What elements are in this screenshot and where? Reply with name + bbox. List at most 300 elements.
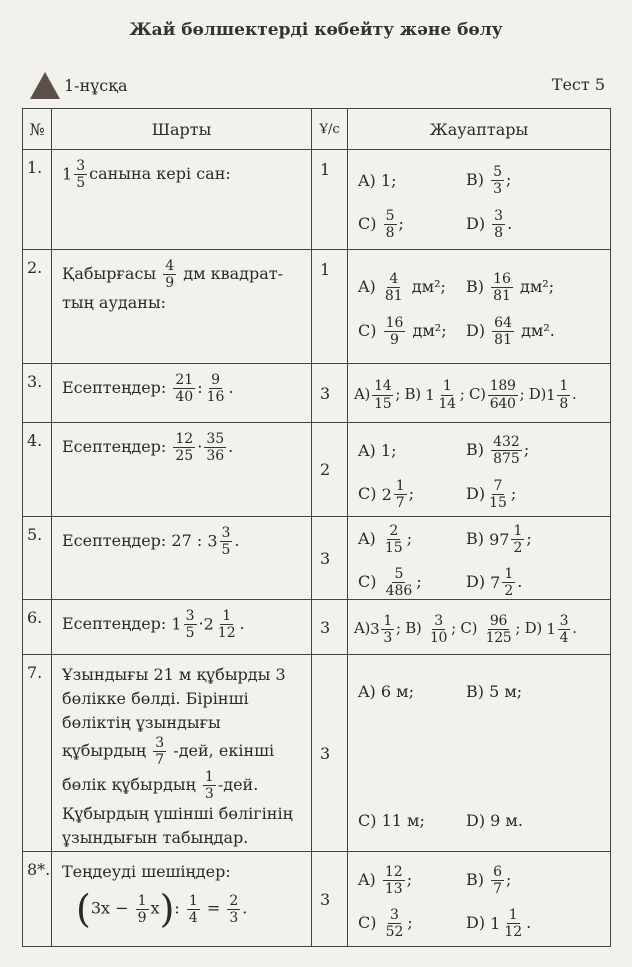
whole-part: 3: [370, 620, 380, 639]
denominator: 3: [229, 909, 239, 926]
fraction: [384, 208, 397, 241]
numerator: 2: [389, 523, 399, 539]
header-num: №: [23, 109, 52, 150]
fraction: [383, 271, 405, 304]
fraction: [381, 613, 394, 646]
question-number: 1.: [23, 150, 52, 250]
denominator: 9: [390, 331, 399, 348]
numerator: 16: [385, 314, 404, 331]
numerator: 5: [394, 566, 404, 583]
parenthesis: ): [159, 887, 175, 932]
denominator: 5: [76, 175, 86, 192]
fraction: [163, 258, 176, 291]
denominator: 640: [489, 395, 516, 412]
table-row: [23, 600, 611, 655]
fraction: [502, 907, 524, 940]
table-row: [23, 364, 611, 423]
denominator: 5: [221, 542, 231, 559]
table-row: [23, 517, 611, 600]
text: ·: [197, 437, 203, 457]
text: -дей. Құбырдың үшінші бөлігінің ұзындығын табыңдар.: [62, 774, 293, 847]
answer-option-A[interactable]: [354, 378, 405, 412]
denominator: 875: [493, 451, 520, 468]
text: Есептеңдер:: [62, 614, 172, 634]
numerator: 3: [155, 735, 165, 752]
denominator: 5: [185, 625, 195, 642]
answer-option-D[interactable]: [466, 566, 610, 599]
text: B) 5 м;: [466, 682, 523, 702]
question-points: 3: [312, 517, 348, 600]
question-points: 3: [312, 600, 348, 655]
test-number: Тест 5: [551, 75, 605, 94]
answer-option-B[interactable]: [405, 612, 461, 646]
numerator: 3: [221, 525, 231, 541]
question-number: 5.: [23, 517, 52, 600]
text: ;: [406, 529, 413, 549]
fraction: [216, 608, 238, 641]
answer-option-A[interactable]: [354, 612, 406, 646]
fraction: [488, 378, 518, 411]
numerator: 1: [188, 892, 198, 909]
fraction: [487, 478, 509, 511]
text: .: [239, 614, 245, 634]
answers-list: [358, 434, 610, 510]
text: Теңдеуді шешіңдер:: [62, 862, 231, 882]
denominator: 4: [559, 629, 569, 646]
answer-option-D[interactable]: [466, 907, 610, 940]
numerator: 1: [204, 768, 214, 785]
answer-options: [348, 250, 611, 364]
text: B): [404, 385, 426, 403]
answers-list: [358, 523, 610, 599]
variant-text: 1-нұсқа: [64, 76, 128, 95]
numerator: 5: [385, 207, 395, 224]
question-condition: [52, 364, 312, 423]
answer-option-C[interactable]: [358, 566, 466, 599]
question-points: 3: [312, 364, 348, 423]
numerator: 96: [489, 612, 508, 629]
fraction: [428, 613, 449, 646]
whole-part: 1: [62, 164, 73, 184]
header-answers: Жауаптары: [348, 109, 611, 150]
answer-option-A[interactable]: [358, 441, 466, 460]
answer-option-A[interactable]: [358, 171, 466, 190]
answer-option-A[interactable]: [358, 864, 466, 897]
text: ;: [408, 483, 415, 503]
text: ;: [519, 385, 529, 403]
text: .: [526, 913, 532, 933]
question-condition: [52, 150, 312, 250]
denominator: 125: [485, 629, 512, 646]
question-number: 2.: [23, 250, 52, 364]
fraction: [187, 893, 200, 926]
page-title: Жай бөлшектерді көбейту және бөлу: [129, 20, 503, 40]
text: :: [197, 378, 203, 398]
fraction: [173, 372, 195, 405]
text: C): [358, 213, 382, 233]
numerator: 9: [211, 372, 220, 388]
numerator: 3: [390, 907, 399, 924]
numerator: 432: [493, 434, 520, 451]
question-condition: [52, 250, 312, 364]
answer-options: [348, 150, 611, 250]
text: C): [358, 483, 382, 503]
answer-option-C[interactable]: [358, 208, 466, 241]
numerator: 4: [165, 258, 175, 274]
answers-list: [358, 682, 610, 830]
answer-option-A[interactable]: [358, 523, 466, 556]
question-condition: [52, 655, 312, 852]
numerator: 5: [493, 164, 503, 181]
text: D): [524, 619, 547, 638]
fraction: [203, 769, 216, 802]
answer-option-C[interactable]: [358, 315, 466, 348]
text: B): [466, 870, 490, 890]
fraction: [227, 893, 240, 926]
fraction: [220, 525, 233, 558]
denominator: 14: [438, 395, 456, 412]
parenthesis: (: [76, 887, 91, 932]
denominator: 3: [383, 629, 392, 646]
numerator: 6: [493, 864, 503, 881]
answers-list: [354, 378, 610, 411]
fraction: [492, 315, 514, 348]
table-row: [23, 250, 611, 364]
answer-option-C[interactable]: [460, 612, 525, 646]
text: .: [228, 378, 234, 398]
denominator: 40: [175, 389, 194, 406]
question-number: 7.: [23, 655, 52, 852]
denominator: 8: [559, 395, 568, 412]
table-header: [23, 109, 611, 150]
numerator: 1: [508, 907, 518, 924]
text: .: [517, 572, 523, 592]
question-points: 3: [312, 655, 348, 852]
text: ;: [416, 572, 422, 592]
text: A): [358, 277, 381, 297]
denominator: 2: [504, 583, 514, 600]
answer-option-D[interactable]: [528, 378, 577, 412]
table-row: [23, 655, 611, 852]
equation: [76, 887, 305, 932]
fraction: [205, 372, 227, 405]
text: :: [174, 898, 185, 918]
numerator: 3: [559, 612, 569, 629]
fraction: [372, 378, 393, 411]
whole-part: 2: [203, 614, 214, 634]
whole-part: 2: [381, 484, 392, 504]
answer-option-B[interactable]: [466, 523, 610, 556]
denominator: 81: [384, 288, 403, 305]
answer-option-A[interactable]: [358, 682, 466, 701]
answer-options: [348, 600, 611, 655]
numerator: 2: [229, 892, 239, 909]
text: ;: [451, 619, 461, 638]
numerator: 64: [494, 314, 512, 331]
numerator: 7: [493, 477, 503, 494]
denominator: 7: [155, 752, 165, 769]
text: B): [466, 170, 490, 190]
numerator: 14: [374, 378, 392, 395]
text: .: [234, 531, 240, 551]
question-condition: [52, 852, 312, 947]
text: Есептеңдер:: [62, 437, 172, 457]
denominator: 15: [384, 540, 403, 557]
table-row: [23, 852, 611, 947]
fraction: [204, 431, 226, 464]
denominator: 8: [385, 224, 395, 241]
denominator: 15: [374, 395, 392, 412]
answers-list: [358, 864, 610, 940]
answer-option-A[interactable]: [358, 271, 466, 304]
numerator: 1: [137, 892, 147, 909]
table-row: [23, 150, 611, 250]
text: C): [358, 320, 382, 340]
text: ;: [459, 385, 469, 403]
text: ;: [506, 170, 512, 190]
denominator: 4: [188, 909, 198, 926]
text: 3x −: [90, 898, 134, 918]
denominator: 7: [395, 494, 405, 511]
question-number: 3.: [23, 364, 52, 423]
text: A): [358, 870, 381, 890]
text: D) 9 м.: [466, 811, 523, 831]
numerator: 1: [559, 378, 568, 395]
denominator: 25: [175, 448, 194, 465]
text: дм²;: [514, 277, 555, 297]
question-condition: [52, 600, 312, 655]
denominator: 9: [137, 909, 147, 926]
denominator: 9: [165, 275, 175, 292]
numerator: 3: [434, 612, 443, 629]
text: C): [469, 385, 486, 403]
text: санына кері сан:: [89, 164, 231, 184]
text: дм².: [515, 320, 555, 340]
denominator: 81: [494, 331, 512, 348]
text: Қабырғасы: [62, 264, 162, 284]
fraction: [511, 523, 524, 556]
question-points: 3: [312, 852, 348, 947]
fraction: [558, 613, 571, 646]
text: Ұзындығы 21 м құбырды 3 бөлікке бөлді. Бірінші бөліктің ұзындығы құбырдың: [62, 665, 286, 761]
header-points: Ұ/с: [312, 109, 348, 150]
question-number: 4.: [23, 423, 52, 517]
variant-label: [30, 72, 127, 99]
text: D): [466, 320, 491, 340]
text: дм²;: [407, 320, 447, 340]
text: ;: [526, 529, 532, 549]
fraction: [491, 164, 504, 197]
answer-option-C[interactable]: [358, 811, 466, 830]
denominator: 2: [513, 540, 523, 557]
fraction: [491, 434, 522, 467]
text: A): [358, 529, 381, 549]
text: .: [572, 619, 577, 638]
answer-option-B[interactable]: [466, 271, 610, 304]
text: дм²;: [406, 277, 446, 297]
question-points: 1: [312, 250, 348, 364]
text: ·: [198, 614, 204, 634]
answers-list: [358, 271, 610, 347]
fraction: [383, 864, 405, 897]
numerator: 3: [494, 207, 504, 224]
answer-option-D[interactable]: [466, 478, 610, 511]
denominator: 12: [217, 625, 236, 642]
text: A): [354, 385, 371, 403]
text: D): [528, 385, 547, 403]
question-points: 2: [312, 423, 348, 517]
numerator: 1: [442, 378, 452, 395]
denominator: 12: [504, 924, 523, 941]
answer-option-D[interactable]: [466, 315, 610, 348]
text: B): [466, 440, 490, 460]
text: A): [354, 619, 371, 638]
numerator: 1: [513, 523, 523, 539]
text: B): [466, 277, 490, 297]
answers-list: [354, 613, 610, 646]
text: ;: [506, 870, 512, 890]
header-conditions: Шарты: [52, 109, 312, 150]
denominator: 7: [493, 881, 503, 898]
answer-options: [348, 517, 611, 600]
denominator: 52: [385, 924, 404, 941]
fraction: [173, 431, 195, 464]
answer-option-D[interactable]: [466, 811, 610, 830]
numerator: 189: [489, 378, 516, 395]
denominator: 486: [385, 583, 413, 600]
text: ;: [510, 483, 517, 503]
answer-options: [348, 655, 611, 852]
denominator: 10: [429, 629, 448, 646]
fraction: [384, 907, 406, 940]
answer-option-B[interactable]: [466, 164, 610, 197]
whole-part: 1: [546, 386, 556, 404]
answer-option-B[interactable]: [466, 864, 610, 897]
text: Есептеңдер: 27 :: [62, 531, 208, 551]
text: C): [460, 619, 482, 638]
fraction: [492, 208, 505, 241]
answer-options: [348, 423, 611, 517]
denominator: 16: [206, 389, 225, 406]
numerator: 1: [395, 477, 405, 494]
text: .: [571, 385, 577, 403]
question-number: 8*.: [23, 852, 52, 947]
text: .: [507, 213, 513, 233]
answer-option-D[interactable]: [466, 208, 610, 241]
numerator: 1: [383, 612, 392, 629]
text: D): [466, 572, 491, 592]
fraction: [484, 613, 514, 646]
question-condition: [52, 517, 312, 600]
denominator: 3: [204, 785, 214, 802]
answer-option-B[interactable]: [404, 378, 469, 412]
text: .: [228, 437, 234, 457]
text: A) 1;: [358, 171, 397, 191]
fraction: [136, 893, 149, 926]
fraction: [383, 523, 405, 556]
numerator: 21: [175, 372, 194, 388]
text: D): [466, 913, 491, 933]
fraction: [557, 378, 570, 411]
text: ;: [407, 913, 413, 933]
whole-part: 1: [546, 620, 556, 639]
text: C) 11 м;: [358, 811, 425, 831]
whole-part: 7: [490, 573, 501, 593]
text: C): [358, 913, 382, 933]
fraction: [437, 378, 458, 411]
text: -дей, екінші бөлік құбырдың: [62, 741, 275, 794]
text: дм квадрат-тың ауданы:: [62, 264, 284, 313]
denominator: 36: [206, 448, 225, 465]
numerator: 1: [222, 608, 232, 625]
numerator: 3: [185, 608, 195, 625]
whole-part: 1: [425, 386, 435, 404]
text: ;: [395, 619, 406, 638]
answer-options: [348, 852, 611, 947]
text: ;: [398, 213, 404, 233]
text: .: [242, 898, 248, 918]
text: A) 6 м;: [358, 682, 414, 702]
denominator: 15: [489, 494, 507, 511]
numerator: 12: [175, 431, 194, 447]
fraction: [394, 478, 407, 511]
denominator: 81: [493, 288, 511, 305]
text: ;: [515, 619, 525, 638]
test-table: [22, 108, 611, 947]
table-row: [23, 423, 611, 517]
text: Есептеңдер:: [62, 378, 172, 398]
numerator: 3: [76, 158, 86, 174]
fraction: [74, 158, 87, 191]
numerator: 35: [206, 431, 225, 447]
whole-part: 1: [490, 914, 501, 934]
question-number: 6.: [23, 600, 52, 655]
text: ;: [523, 440, 530, 460]
numerator: 4: [389, 271, 399, 288]
question-points: 1: [312, 150, 348, 250]
answer-option-D[interactable]: [524, 612, 577, 646]
denominator: 13: [384, 881, 403, 898]
answers-list: [358, 164, 610, 240]
text: B): [405, 619, 426, 638]
whole-part: 1: [171, 614, 182, 634]
answer-option-C[interactable]: [358, 478, 466, 511]
fraction: [384, 566, 415, 599]
text: B): [466, 529, 490, 549]
numerator: 1: [504, 566, 514, 583]
text: x: [150, 898, 160, 918]
numerator: 16: [493, 271, 511, 288]
text: C): [358, 572, 382, 592]
whole-part: 3: [207, 531, 218, 551]
answer-option-C[interactable]: [358, 907, 466, 940]
text: D): [466, 483, 486, 503]
answer-option-B[interactable]: [466, 682, 610, 701]
answer-option-C[interactable]: [469, 378, 529, 412]
numerator: 12: [384, 864, 403, 881]
denominator: 3: [493, 181, 503, 198]
text: D): [466, 213, 491, 233]
fraction: [153, 735, 166, 768]
fraction: [491, 864, 504, 897]
denominator: 8: [494, 224, 504, 241]
answer-option-B[interactable]: [466, 434, 610, 467]
fraction: [491, 271, 513, 304]
answer-options: [348, 364, 611, 423]
question-condition: [52, 423, 312, 517]
text: =: [201, 898, 226, 918]
fraction: [384, 315, 406, 348]
